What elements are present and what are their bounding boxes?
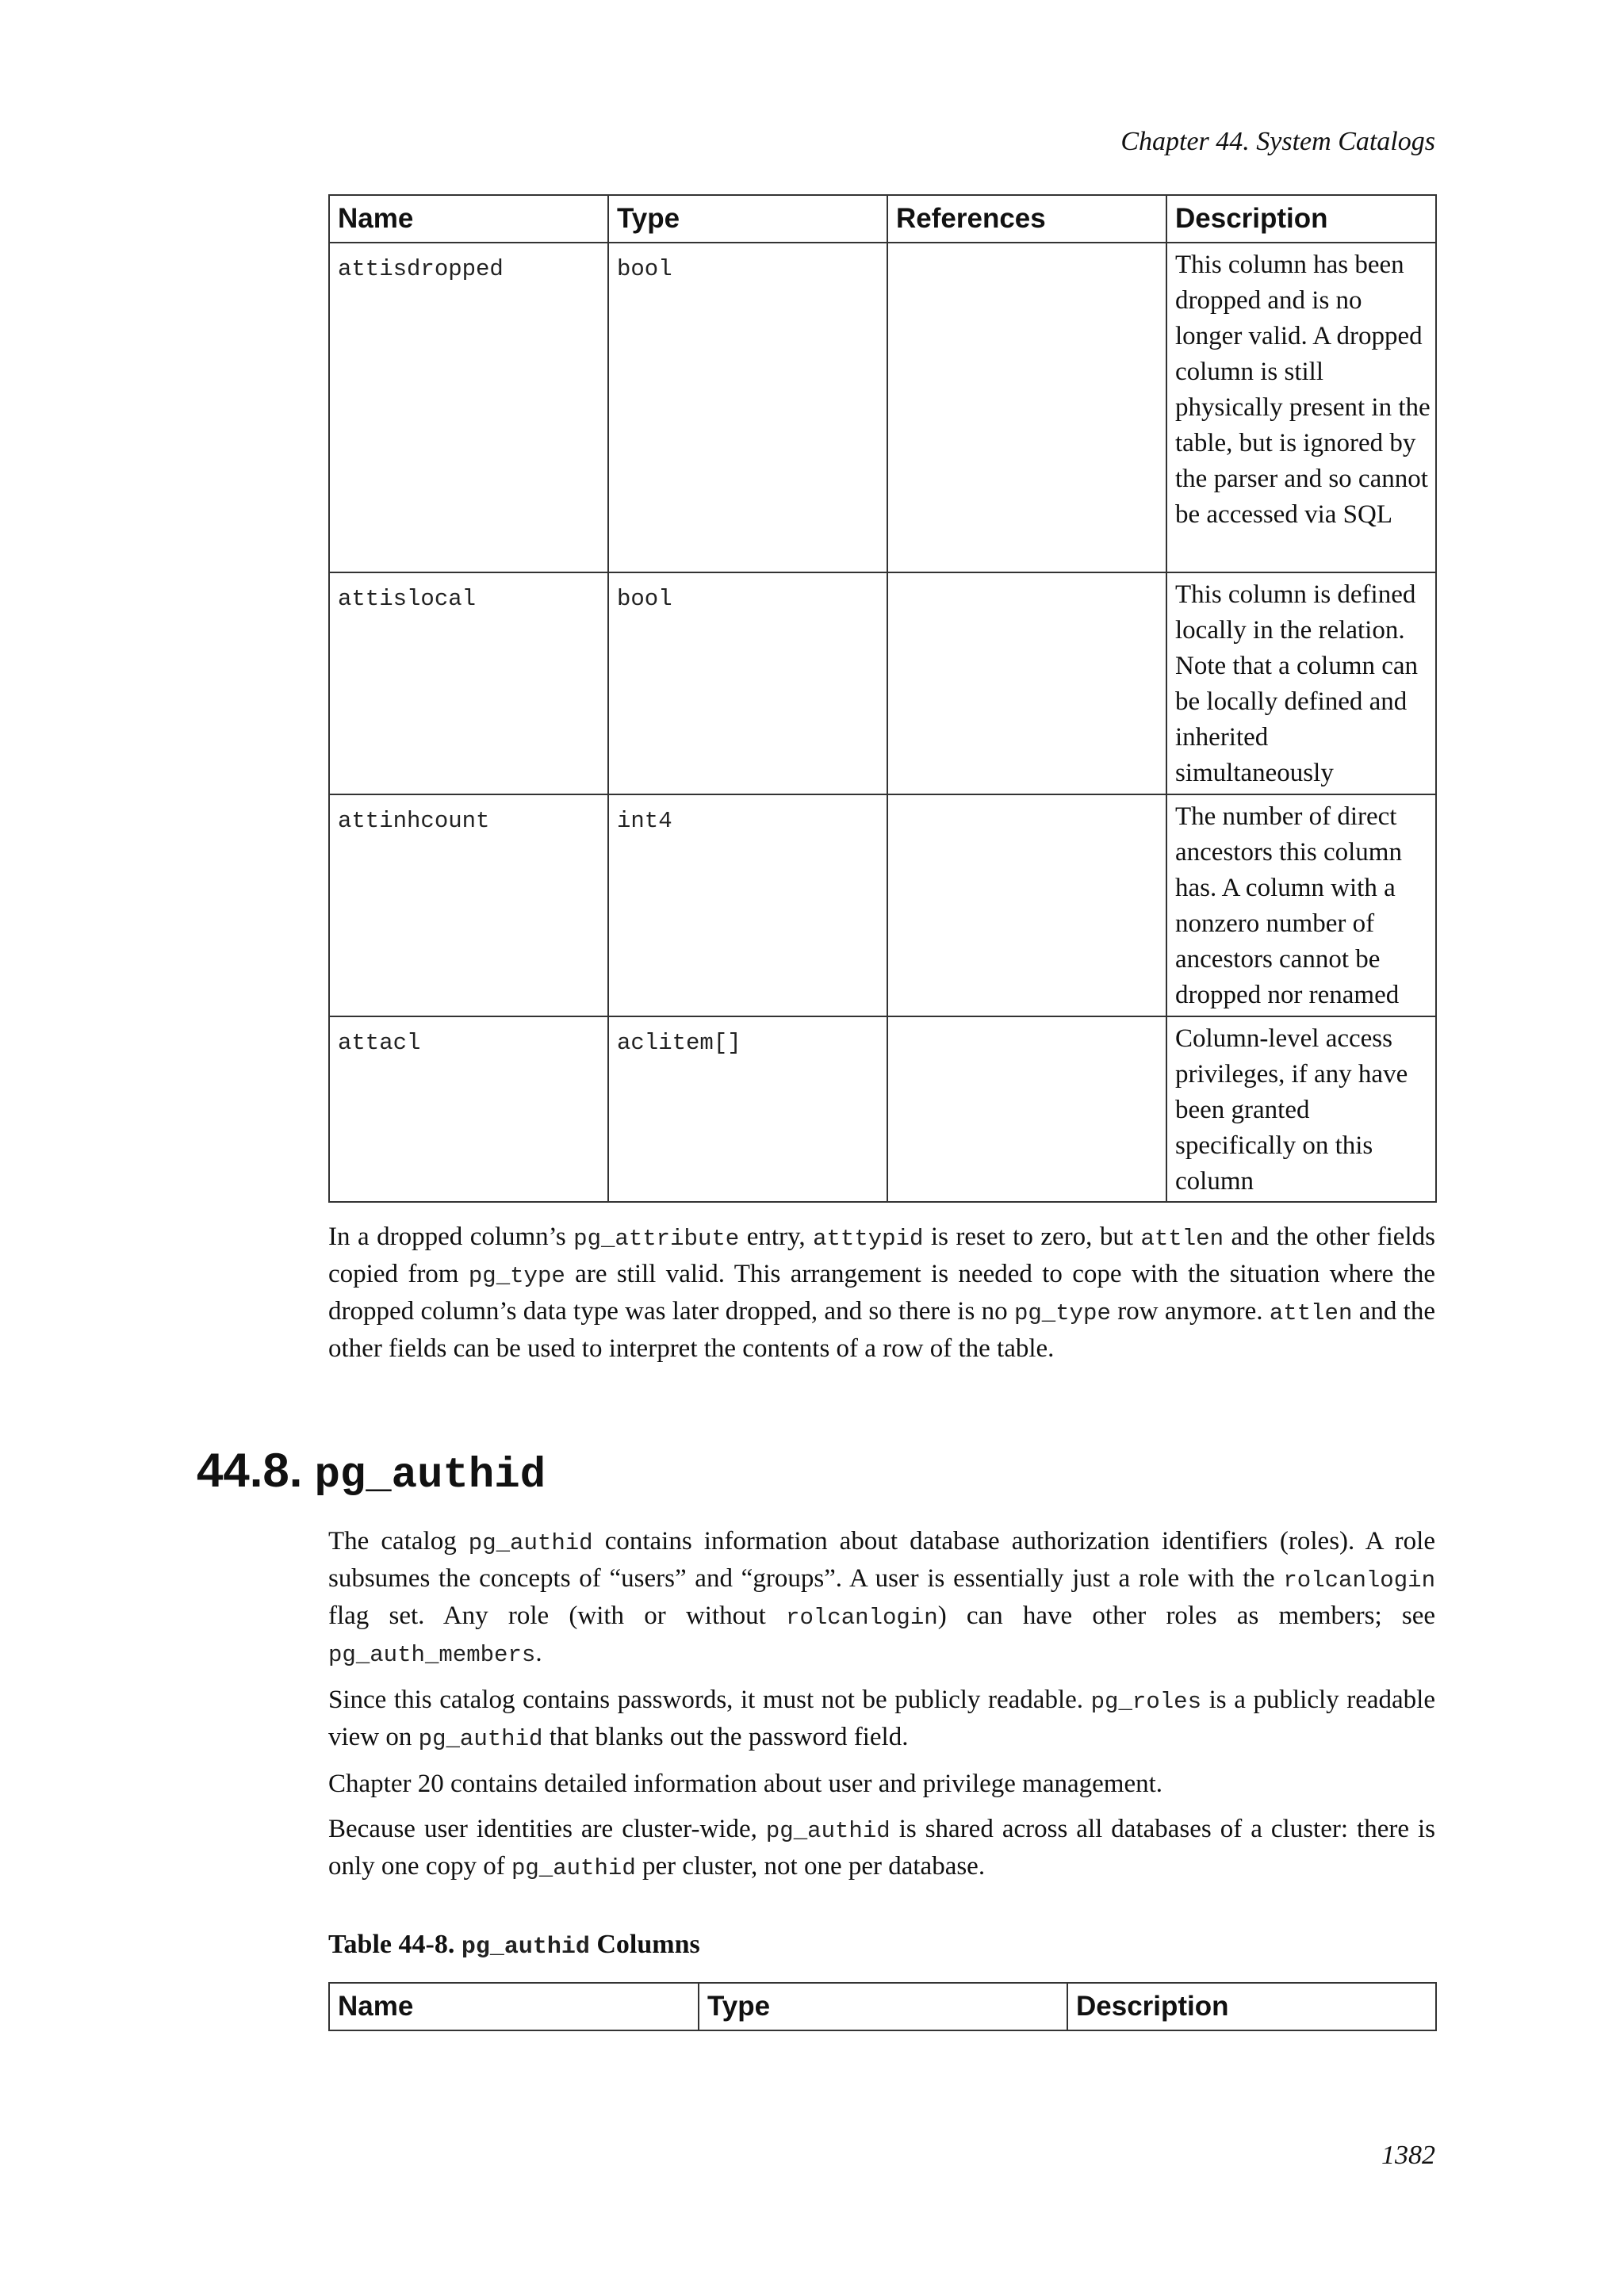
table-row — [329, 1016, 1436, 1202]
attribute-table-section — [328, 194, 1435, 1203]
text-run: contains information about database authorization identifiers (roles). A role subsumes the concepts of “users” and “groups”. A user is essentially just a role with the — [328, 1527, 1435, 1593]
cell-references — [887, 572, 1166, 794]
text-run: per cluster, not one per database. — [635, 1852, 986, 1881]
code-literal: pg_auth_members — [328, 1642, 536, 1668]
text-run: The catalog — [328, 1527, 469, 1556]
cell-name: attacl — [329, 1016, 608, 1202]
table-header-row — [329, 1983, 1436, 2030]
text-run: . — [535, 1639, 542, 1667]
section-number: 44.8. — [197, 1444, 303, 1497]
dropped-column-note — [328, 1219, 1435, 1376]
text-run: and the other fields copied from — [328, 1223, 1435, 1288]
text-run: is reset to zero, but — [923, 1223, 1141, 1251]
text-run: entry, — [739, 1223, 814, 1251]
code-literal: rolcanlogin — [1283, 1567, 1435, 1594]
text-run: and the other fields can be used to interpret the contents of a row of the table. — [328, 1297, 1435, 1363]
code-literal: pg_type — [468, 1263, 565, 1289]
text-run: In a dropped column’s — [328, 1223, 574, 1251]
column-header-type: Type — [699, 1983, 1067, 2030]
code-literal: attlen — [1140, 1226, 1224, 1252]
text-run: is shared across all databases of a cluster: there is only one copy of — [328, 1815, 1435, 1881]
pg-authid-table-section — [328, 1982, 1435, 2031]
code-literal: rolcanlogin — [786, 1605, 938, 1631]
cell-description: This column has been dropped and is no longer valid. A dropped column is still physically present in the table, but is ignored by the parser and so cannot be accessed via SQL — [1166, 243, 1436, 572]
column-header-type: Type — [608, 195, 887, 243]
cell-references — [887, 243, 1166, 572]
paragraph — [328, 1219, 1435, 1367]
cell-type: bool — [608, 572, 887, 794]
cell-references — [887, 794, 1166, 1016]
column-header-name: Name — [329, 1983, 699, 2030]
cell-name: attisdropped — [329, 243, 608, 572]
paragraph — [328, 1812, 1435, 1886]
table-header-row — [329, 195, 1436, 243]
text-run: flag set. Any role (with or without — [328, 1601, 787, 1630]
table-caption — [328, 1927, 1435, 1965]
code-literal: pg_roles — [1090, 1689, 1202, 1715]
cell-description: Column-level access privileges, if any have been granted specifically on this column — [1166, 1016, 1436, 1202]
pg-authid-body — [328, 1524, 1435, 1896]
text-run: are still valid. This arrangement is needed to cope with the situation where the dropped column’s data type was later dropped, and so there is no — [328, 1260, 1436, 1326]
code-literal: pg_authid — [765, 1818, 891, 1844]
table-row — [329, 572, 1436, 794]
cell-name: attinhcount — [329, 794, 608, 1016]
caption-text — [328, 1927, 1435, 1965]
code-literal: pg_authid — [468, 1530, 593, 1556]
text-run: row anymore. — [1110, 1297, 1270, 1326]
cell-name: attislocal — [329, 572, 608, 794]
cell-references — [887, 1016, 1166, 1202]
column-header-name: Name — [329, 195, 608, 243]
code-literal: pg_authid — [511, 1855, 636, 1881]
paragraph: Chapter 20 contains detailed information about user and privilege management. — [328, 1770, 1163, 1798]
paragraph — [328, 1524, 1435, 1673]
code-literal: pg_authid — [418, 1726, 543, 1752]
table-row — [329, 243, 1436, 572]
column-header-description: Description — [1166, 195, 1436, 243]
section-name: pg_authid — [314, 1452, 546, 1500]
cell-type: aclitem[] — [608, 1016, 887, 1202]
column-header-references: References — [887, 195, 1166, 243]
caption-code: pg_authid — [461, 1934, 590, 1961]
text-run: Because user identities are cluster-wide, — [328, 1815, 766, 1843]
caption-suffix: Columns — [589, 1930, 700, 1959]
cell-type: int4 — [608, 794, 887, 1016]
text-run: is a publicly readable view on — [328, 1686, 1435, 1751]
paragraph — [328, 1682, 1435, 1757]
text-run: Since this catalog contains passwords, it must not be publicly readable. — [328, 1686, 1091, 1714]
pg-attribute-columns-table — [328, 194, 1437, 1203]
pg-authid-columns-table — [328, 1982, 1437, 2031]
code-literal: atttypid — [813, 1226, 924, 1252]
caption-prefix: Table 44-8. — [328, 1930, 462, 1959]
table-row — [329, 794, 1436, 1016]
cell-description: This column is defined locally in the relation. Note that a column can be locally defined and inherited simultaneously — [1166, 572, 1436, 794]
text-run: ) can have other roles as members; see — [937, 1601, 1435, 1630]
text-run: that blanks out the password field. — [542, 1723, 909, 1751]
code-literal: attlen — [1269, 1300, 1353, 1326]
code-literal: pg_attribute — [573, 1226, 740, 1252]
code-literal: pg_type — [1013, 1300, 1111, 1326]
cell-description: The number of direct ancestors this column has. A column with a nonzero number of ancestors cannot be dropped nor renamed — [1166, 794, 1436, 1016]
section-heading — [197, 1443, 546, 1500]
page-number: 1382 — [1381, 2141, 1435, 2170]
cell-type: bool — [608, 243, 887, 572]
running-header: Chapter 44. System Catalogs — [1120, 127, 1435, 156]
column-header-description: Description — [1067, 1983, 1436, 2030]
